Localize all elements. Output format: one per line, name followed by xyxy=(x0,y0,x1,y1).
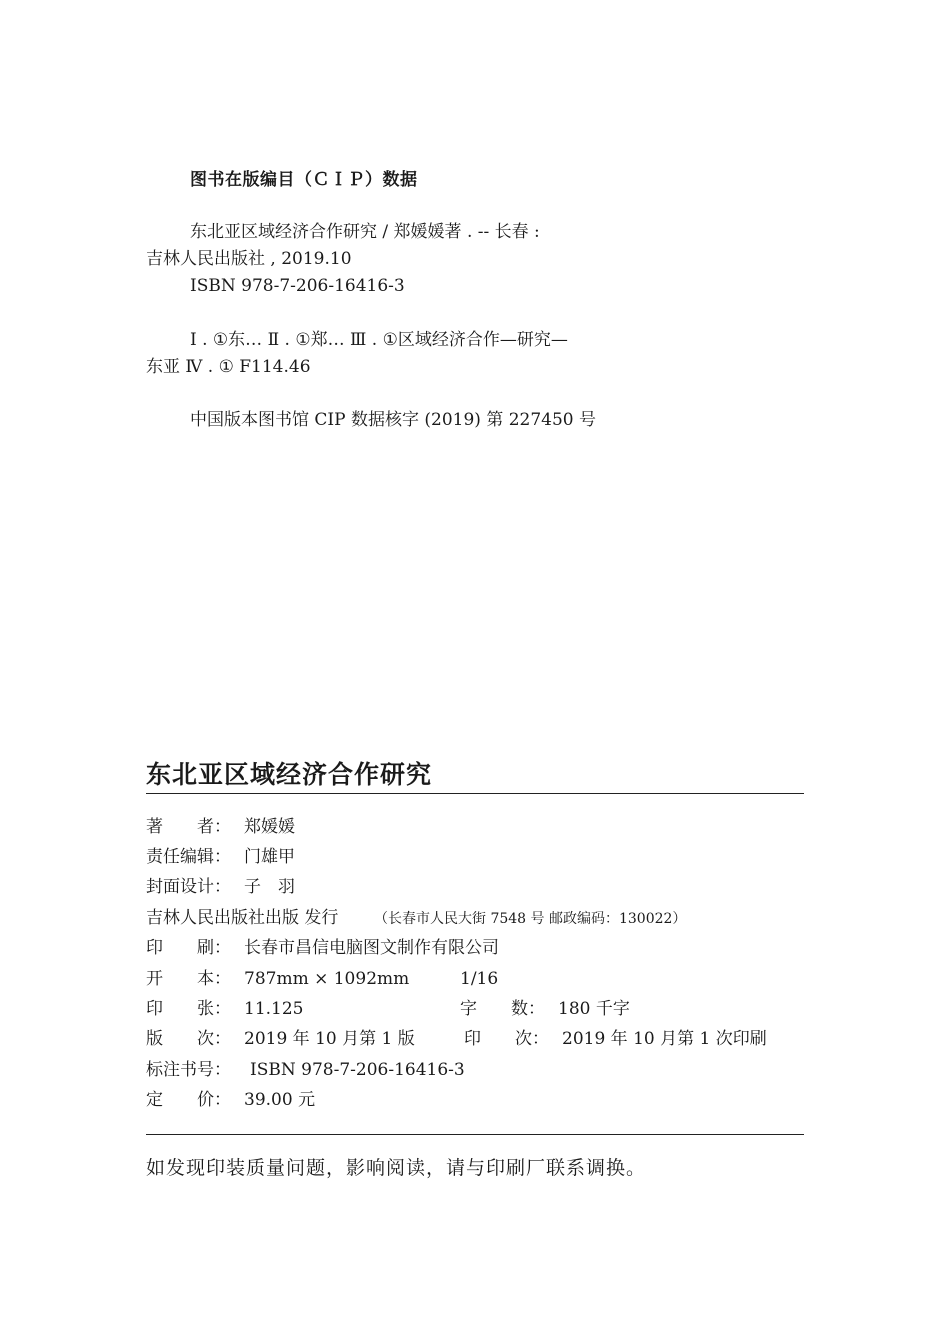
price-label: 定 价： xyxy=(146,1090,231,1110)
publisher-address: （长春市人民大街 7548 号 邮政编码：130022） xyxy=(374,911,687,927)
author-value: 郑媛媛 xyxy=(244,817,295,837)
editor-label: 责任编辑： xyxy=(146,847,231,867)
format-value: 787mm × 1092mm xyxy=(244,969,410,989)
sheets-label: 印 张： xyxy=(146,999,231,1019)
book-title: 东北亚区域经济合作研究 xyxy=(146,760,433,789)
edition-value: 2019 年 10 月第 1 版 xyxy=(244,1029,415,1049)
edition-label: 版 次： xyxy=(146,1029,231,1049)
printer-value: 长春市昌信电脑图文制作有限公司 xyxy=(244,938,499,958)
cip-isbn-line: ISBN 978-7-206-16416-3 xyxy=(190,276,405,296)
cip-heading: 图书在版编目（ＣＩＰ）数据 xyxy=(190,170,418,190)
words-label: 字 数： xyxy=(460,999,545,1019)
cover-design-label: 封面设计： xyxy=(146,877,231,897)
format-label: 开 本： xyxy=(146,969,231,989)
footer-divider xyxy=(146,1134,804,1135)
cip-classification-line: Ⅰ . ①东… Ⅱ . ①郑… Ⅲ . ①区域经济合作—研究— xyxy=(190,330,568,350)
footer-note: 如发现印装质量问题，影响阅读，请与印刷厂联系调换。 xyxy=(146,1157,647,1179)
words-value: 180 千字 xyxy=(558,999,630,1019)
title-divider xyxy=(146,793,804,794)
cip-publisher-line: 吉林人民出版社 , 2019.10 xyxy=(146,249,352,269)
print-run-label: 印 次： xyxy=(464,1029,549,1049)
cip-record-number: 中国版本图书馆 CIP 数据核字 (2019) 第 227450 号 xyxy=(190,410,597,430)
cip-classification-continued: 东亚 Ⅳ . ① F114.46 xyxy=(146,357,311,377)
author-label: 著 者： xyxy=(146,817,231,837)
price-value: 39.00 元 xyxy=(244,1090,316,1110)
isbn-value: ISBN 978-7-206-16416-3 xyxy=(250,1060,465,1080)
sheets-value: 11.125 xyxy=(244,999,304,1019)
format-fraction: 1/16 xyxy=(460,969,499,989)
publisher-name: 吉林人民出版社出版 发行 xyxy=(146,908,339,928)
isbn-label: 标注书号： xyxy=(146,1060,231,1080)
cover-design-value: 子 羽 xyxy=(244,877,295,897)
editor-value: 门雄甲 xyxy=(244,847,295,867)
cip-title-line: 东北亚区域经济合作研究 / 郑媛媛著 . -- 长春 : xyxy=(190,222,540,242)
print-run-value: 2019 年 10 月第 1 次印刷 xyxy=(562,1029,767,1049)
printer-label: 印 刷： xyxy=(146,938,231,958)
